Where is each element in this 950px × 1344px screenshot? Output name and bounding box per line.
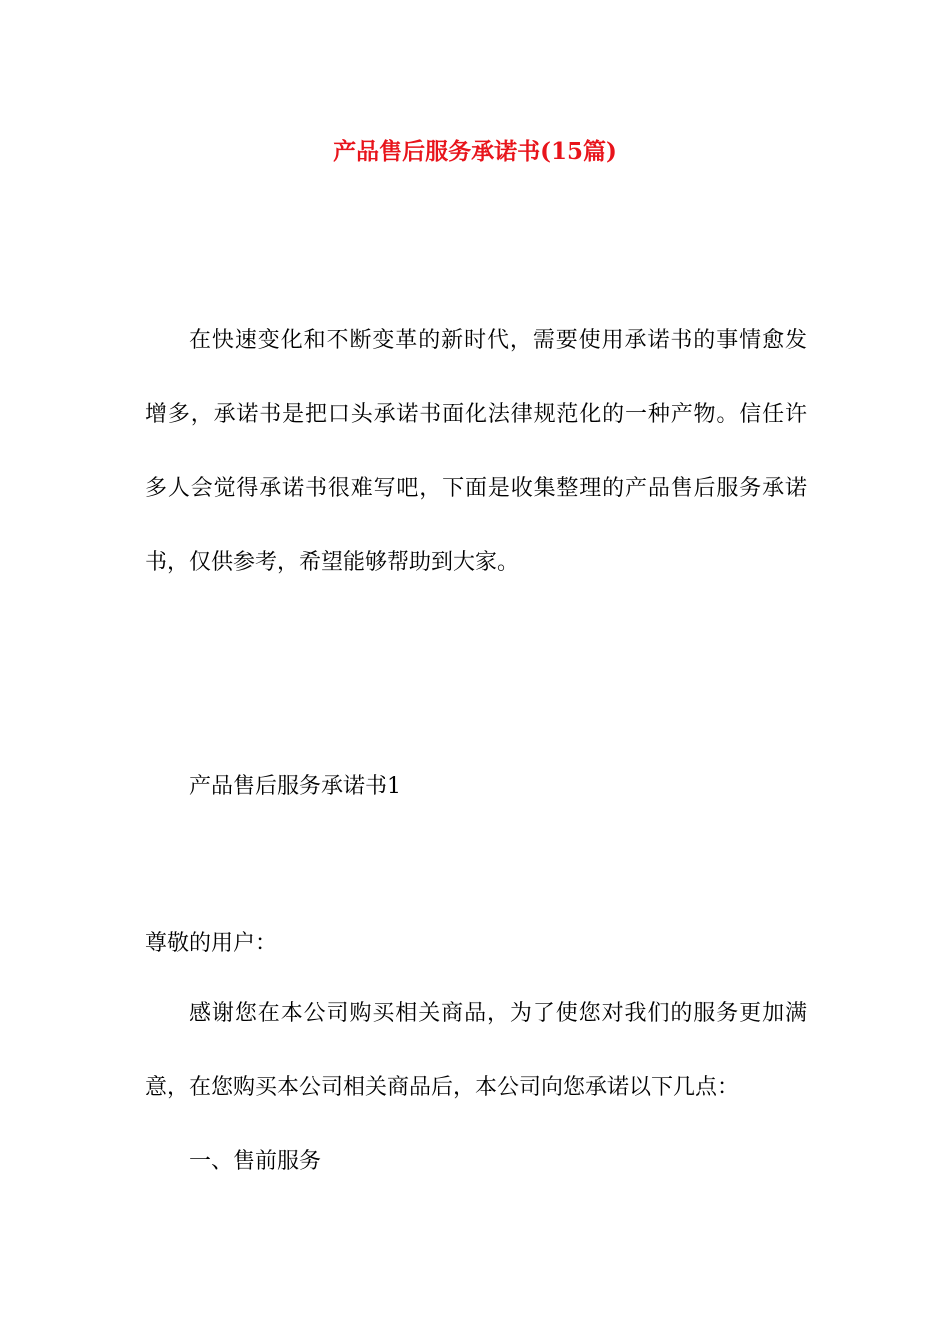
subheading: 一、售前服务 <box>189 1149 322 1174</box>
document-title: 产品售后服务承诺书(15篇) <box>333 138 617 165</box>
intro-line-2: 增多，承诺书是把口头承诺书面化法律规范化的一种产物。信任许 <box>145 402 807 427</box>
intro-line-4: 书，仅供参考，希望能够帮助到大家。 <box>145 550 520 575</box>
body-line-1: 感谢您在本公司购买相关商品，为了使您对我们的服务更加满 <box>189 1001 807 1026</box>
salutation: 尊敬的用户： <box>145 931 278 956</box>
intro-line-1: 在快速变化和不断变革的新时代，需要使用承诺书的事情愈发 <box>189 328 807 353</box>
intro-line-3: 多人会觉得承诺书很难写吧，下面是收集整理的产品售后服务承诺 <box>145 476 807 501</box>
body-line-2: 意，在您购买本公司相关商品后，本公司向您承诺以下几点： <box>145 1075 740 1100</box>
section-heading: 产品售后服务承诺书1 <box>189 774 401 799</box>
